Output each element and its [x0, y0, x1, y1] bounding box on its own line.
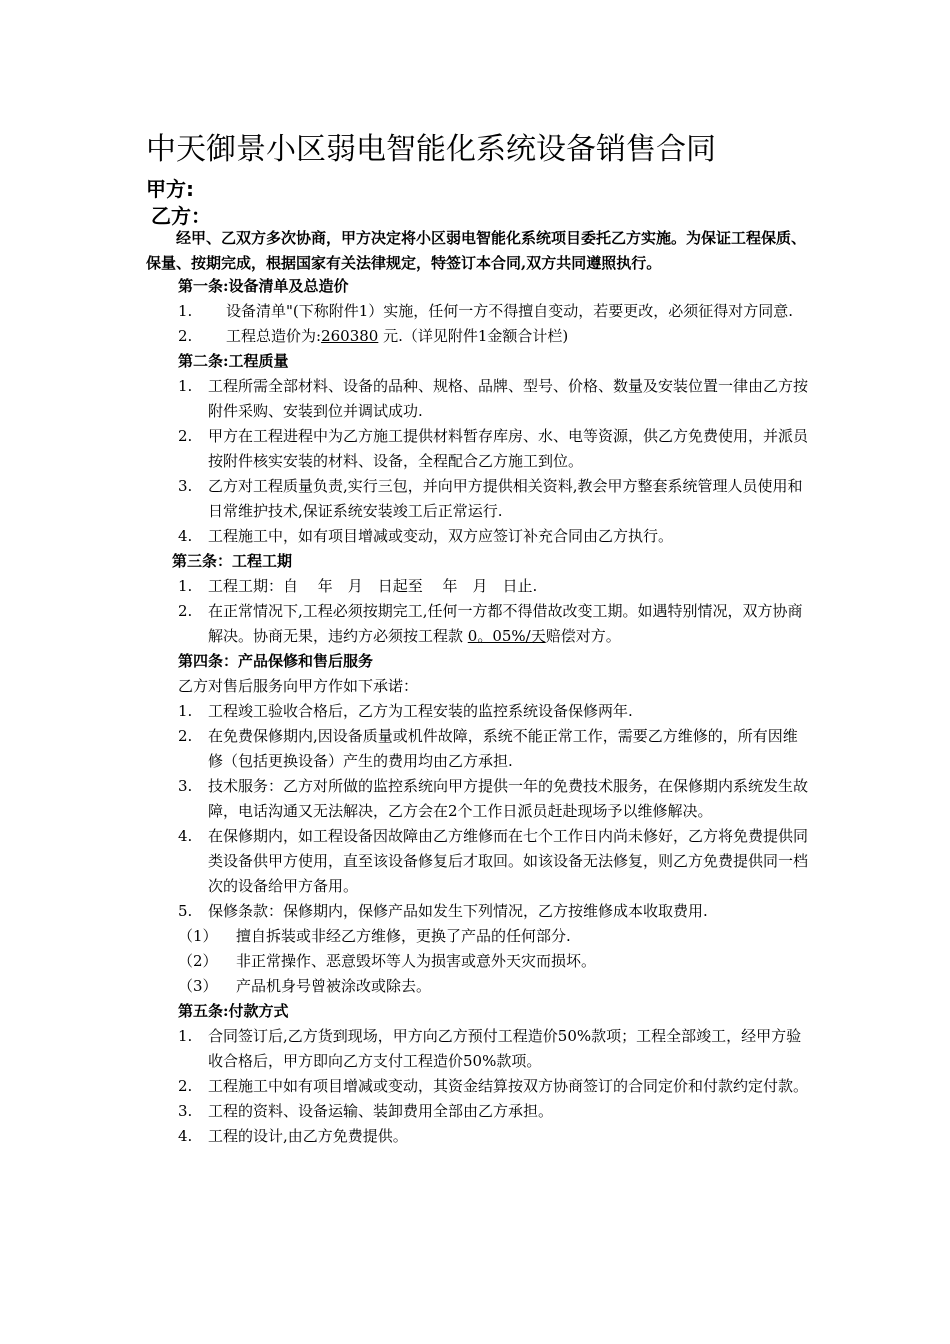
item-text: 工程施工中如有项目增减或变动，其资金结算按双方协商签订的合同定价和付款约定付款。: [208, 1077, 809, 1095]
list-item: [178, 1124, 808, 1149]
list-item: [178, 899, 808, 924]
item-number: 4.: [178, 1127, 193, 1145]
list-item: [178, 1024, 808, 1074]
item-text: 保修条款：保修期内，保修产品如发生下列情况，乙方按维修成本收取费用.: [208, 902, 708, 920]
item-text: [208, 599, 808, 649]
party-b-label: 乙方：: [151, 204, 211, 228]
list-item: [178, 1074, 808, 1099]
item-text: 技术服务：乙方对所做的监控系统向甲方提供一年的免费技术服务，在保修期内系统发生故障，电话沟通又无法解决，乙方会在2个工作日派员赶赴现场予以维修解决。: [208, 777, 809, 820]
list-item: [178, 324, 808, 349]
item-number: 4.: [178, 827, 193, 845]
section-4-heading: 第四条：产品保修和售后服务: [178, 652, 374, 670]
item-text: 乙方对工程质量负责,实行三包，并向甲方提供相关资料,教会甲方整套系统管理人员使用和日常维护技术,保证系统安装竣工后正常运行.: [208, 477, 803, 520]
penalty-text-end: 赔偿对方。: [545, 627, 621, 645]
penalty-text: 在正常情况下,工程必须按期完工,任何一方都不得借故改变工期。如遇特别情况，双方协商解决。协商无果，违约方必须按工程款: [208, 602, 803, 645]
item-number: 1.: [178, 577, 193, 595]
list-item: [178, 474, 808, 524]
section-2-heading: 第二条:工程质量: [178, 352, 289, 370]
item-number: 1.: [178, 302, 193, 320]
sub-item-text: 擅自拆装或非经乙方维修，更换了产品的任何部分.: [236, 927, 571, 945]
list-item: [178, 724, 808, 774]
sub-item-text: 非正常操作、恶意毁坏等人为损害或意外天灾而损坏。: [236, 952, 597, 970]
penalty-rate: 0。05%/天: [467, 627, 546, 645]
item-number: 3.: [178, 1102, 193, 1120]
list-item: [178, 1099, 808, 1124]
sub-list-item: [178, 924, 950, 949]
sub-item-text: 产品机身号曾被涂改或除去。: [236, 977, 432, 995]
item-number: 1.: [178, 702, 193, 720]
item-text: 甲方在工程进程中为乙方施工提供材料暂存库房、水、电等资源，供乙方免费使用，并派员按附件核实安装的材料、设备，全程配合乙方施工到位。: [208, 427, 809, 470]
item-number: 2.: [178, 727, 193, 745]
item-text: 设备清单"(下称附件1）实施，任何一方不得擅自变动，若要更改，必须征得对方同意.: [226, 302, 794, 320]
sub-list-item: [178, 974, 950, 999]
item-text: 工程的资料、设备运输、装卸费用全部由乙方承担。: [208, 1102, 554, 1120]
item-text: 合同签订后,乙方货到现场，甲方向乙方预付工程造价50%款项；工程全部竣工，经甲方验收合格后，甲方即向乙方支付工程造价50%款项。: [208, 1027, 802, 1070]
item-number: 2.: [178, 327, 193, 345]
item-text: 工程工期：自 年 月 日起至 年 月 日止.: [208, 577, 538, 595]
price-label: 工程总造价为:: [226, 327, 322, 345]
item-text: 在免费保修期内,因设备质量或机件故障，系统不能正常工作，需要乙方维修的，所有因维修（包括更换设备）产生的费用均由乙方承担.: [208, 727, 798, 770]
item-number: 4.: [178, 527, 193, 545]
list-item: [178, 699, 808, 724]
list-item: [178, 374, 808, 424]
intro-paragraph: 经甲、乙双方多次协商，甲方决定将小区弱电智能化系统项目委托乙方实施。为保证工程保质、保量、按期完成，根据国家有关法律规定，特签订本合同,双方共同遵照执行。: [146, 229, 807, 272]
list-item: [178, 424, 808, 474]
total-price-value: 260380: [321, 327, 379, 345]
section-5-heading: 第五条:付款方式: [178, 1002, 289, 1020]
list-item: [178, 774, 808, 824]
item-number: 2.: [178, 602, 193, 620]
section-4-lead: 乙方对售后服务向甲方作如下承诺：: [178, 677, 419, 695]
sub-item-number: （1）: [178, 927, 218, 945]
document-title: 中天御景小区弱电智能化系统设备销售合同: [146, 132, 716, 167]
item-number: 1.: [178, 1027, 193, 1045]
item-number: 3.: [178, 477, 193, 495]
item-text: 工程施工中，如有项目增减或变动，双方应签订补充合同由乙方执行。: [208, 527, 674, 545]
sub-item-number: （3）: [178, 977, 218, 995]
item-number: 2.: [178, 1077, 193, 1095]
list-item: [178, 824, 808, 899]
sub-item-number: （2）: [178, 952, 218, 970]
list-item: [178, 599, 808, 649]
item-number: 2.: [178, 427, 193, 445]
contract-body: [0, 274, 950, 1149]
item-text: 工程所需全部材料、设备的品种、规格、品牌、型号、价格、数量及安装位置一律由乙方按附件采购、安装到位并调试成功.: [208, 377, 809, 420]
item-text: 工程竣工验收合格后，乙方为工程安装的监控系统设备保修两年.: [208, 702, 633, 720]
section-3-heading: 第三条：工程工期: [172, 552, 293, 570]
list-item: [178, 574, 808, 599]
item-text: 工程的设计,由乙方免费提供。: [208, 1127, 408, 1145]
item-number: 5.: [178, 902, 193, 920]
section-1-heading: 第一条:设备清单及总造价: [178, 277, 349, 295]
price-note: 元.（详见附件1金额合计栏): [378, 327, 569, 345]
item-text: 在保修期内，如工程设备因故障由乙方维修而在七个工作日内尚未修好，乙方将免费提供同类设备供甲方使用，直至该设备修复后才取回。如该设备无法修复，则乙方免费提供同一档次的设备给甲方备用。: [208, 827, 809, 895]
sub-list-item: [178, 949, 950, 974]
list-item: [178, 299, 808, 324]
item-number: 3.: [178, 777, 193, 795]
item-text: [226, 324, 808, 349]
item-number: 1.: [178, 377, 193, 395]
list-item: [178, 524, 808, 549]
party-a-label: 甲方:: [146, 177, 194, 201]
